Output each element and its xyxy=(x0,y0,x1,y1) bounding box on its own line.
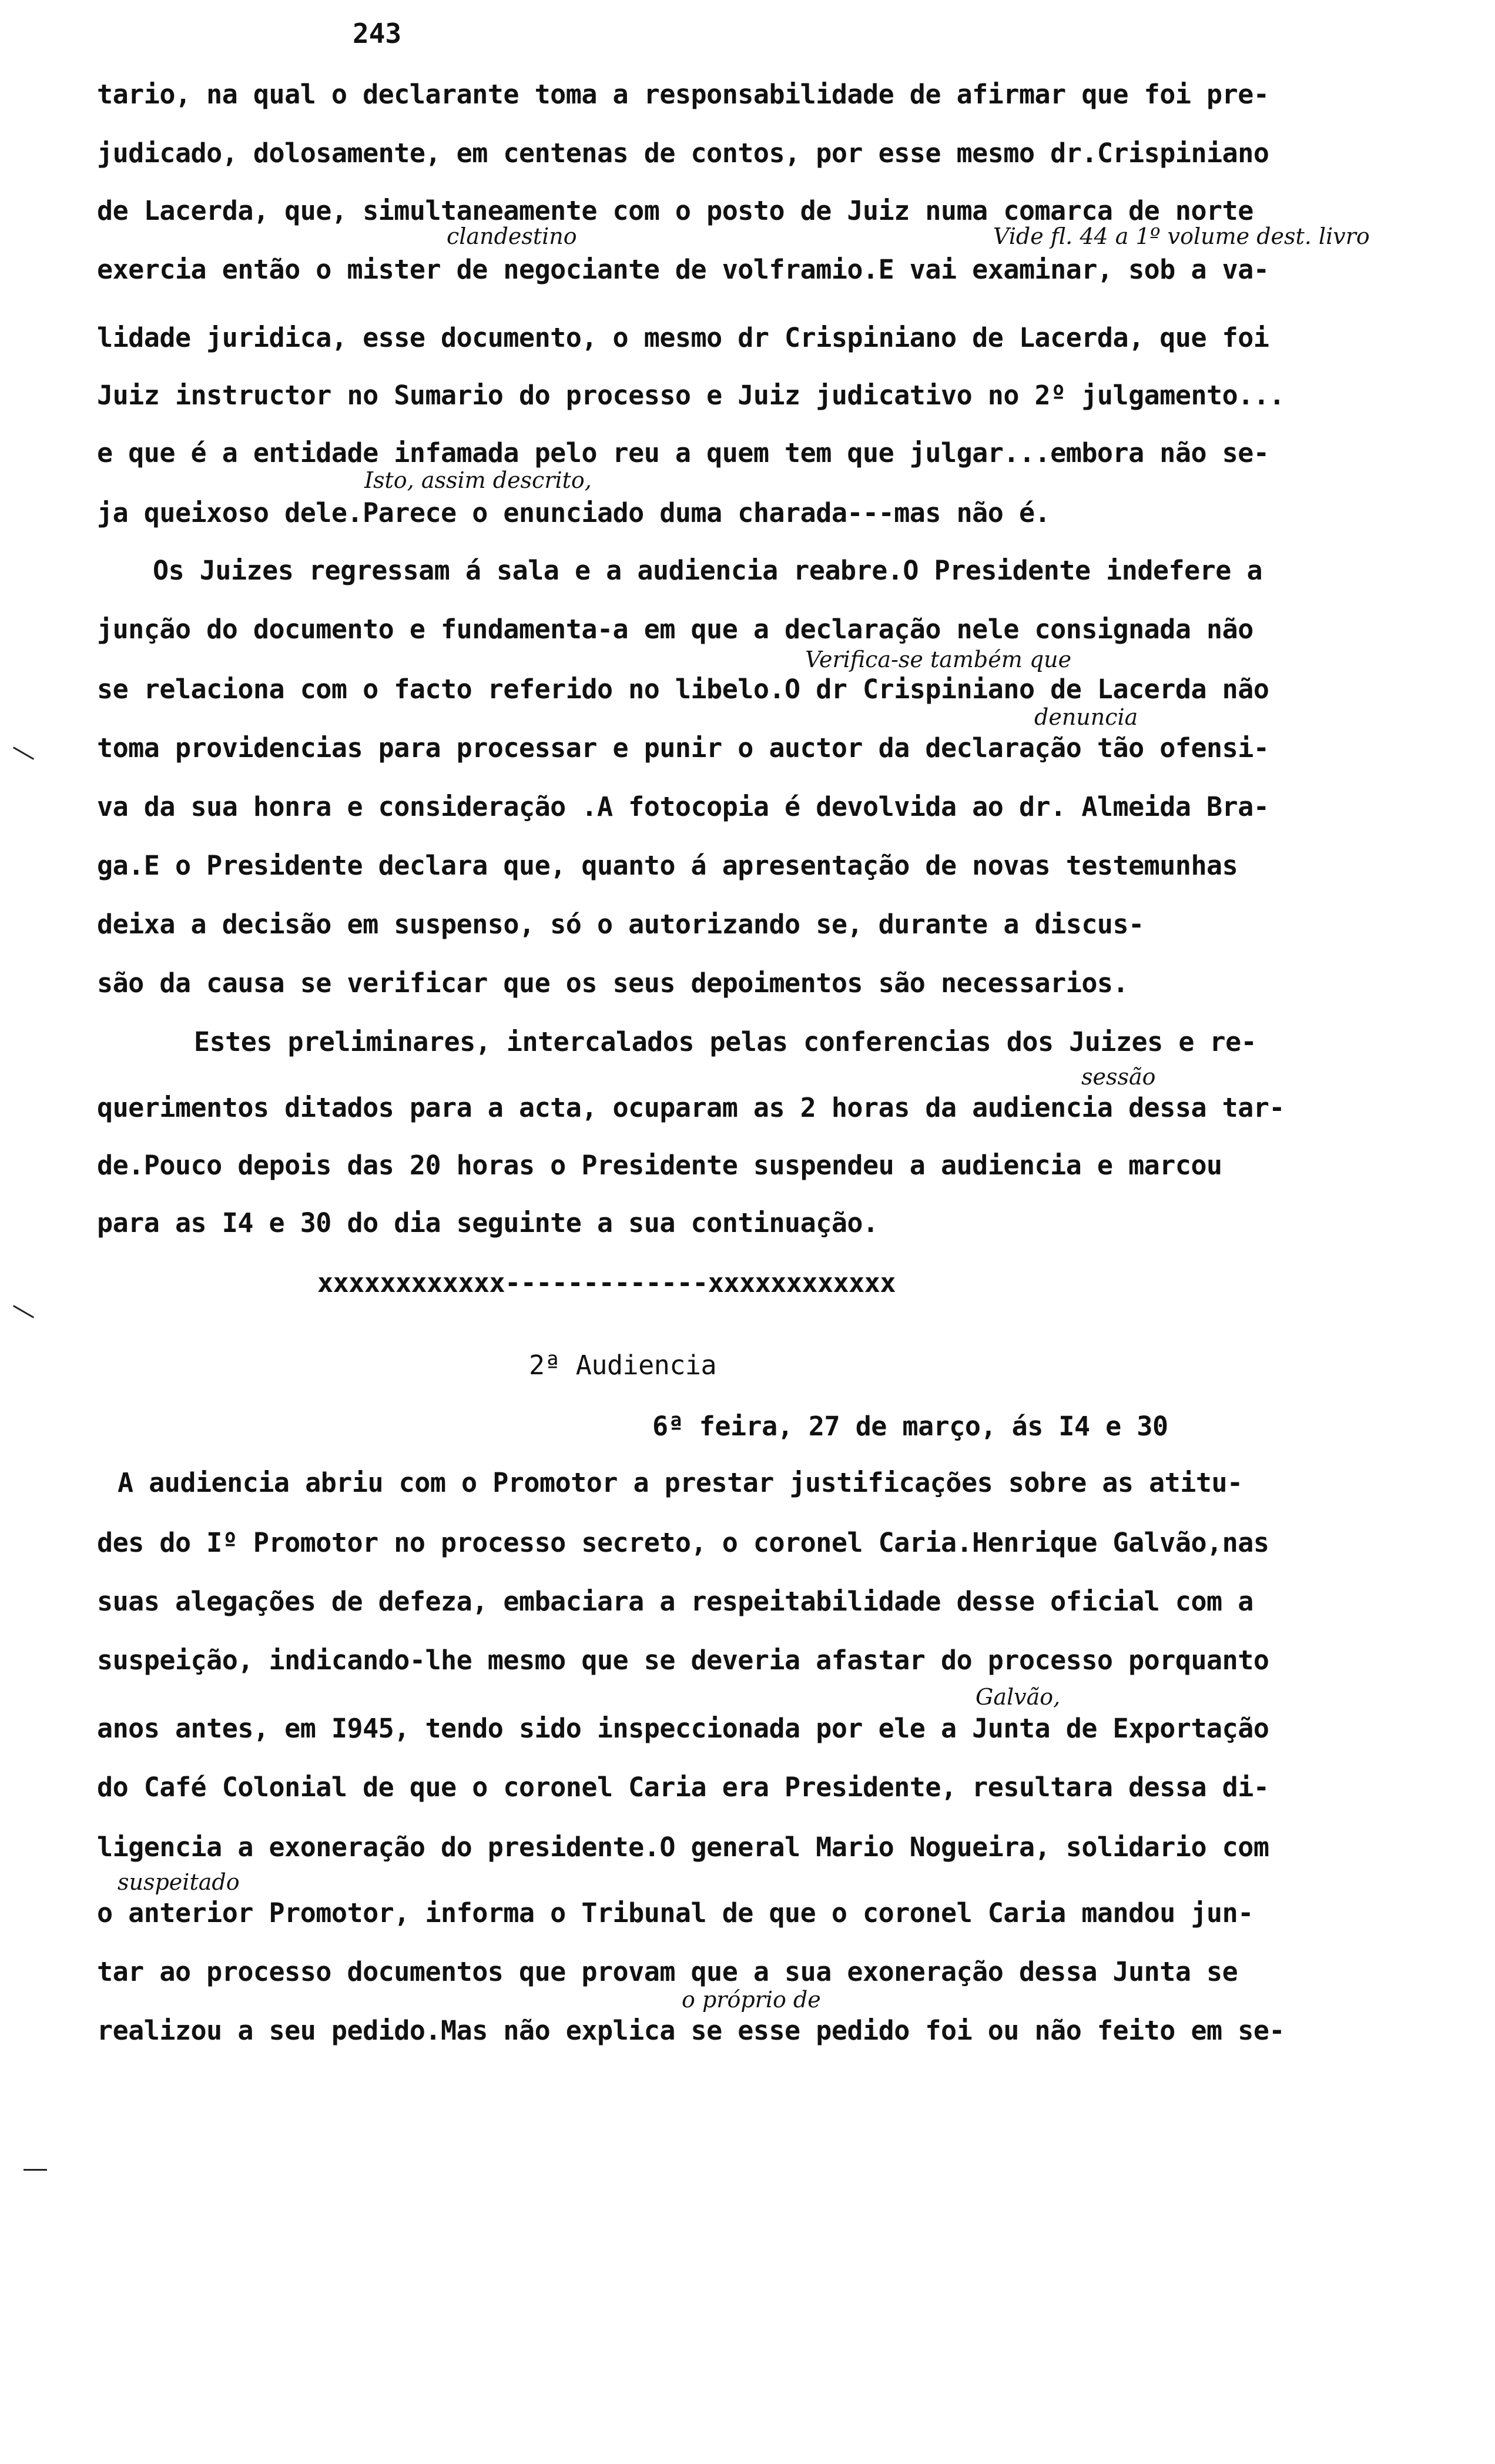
text-line: lidade juridica, esse documento, o mesmo dr Crispiniano de Lacerda, que foi xyxy=(97,322,1269,353)
page-number: 243 xyxy=(353,18,402,49)
text-line: tario, na qual o declarante toma a responsabilidade de afirmar que foi pre- xyxy=(97,79,1269,110)
handwritten-note: denuncia xyxy=(1034,704,1138,730)
text-line: anos antes, em I945, tendo sido inspeccionada por ele a Junta de Exportação xyxy=(97,1713,1269,1744)
handwritten-note: Galvão, xyxy=(976,1684,1061,1710)
text-line: ja queixoso dele.Parece o enunciado duma charada---mas não é. xyxy=(97,497,1051,528)
text-line: ligencia a exoneração do presidente.O general Mario Nogueira, solidario com xyxy=(97,1832,1269,1863)
text-line: o anterior Promotor, informa o Tribunal de que o coronel Caria mandou jun- xyxy=(97,1897,1253,1929)
text-line: suspeição, indicando-lhe mesmo que se deveria afastar do processo porquanto xyxy=(97,1645,1269,1676)
separator-line: xxxxxxxxxxxx-------------xxxxxxxxxxxx xyxy=(317,1267,896,1298)
text-line: do Café Colonial de que o coronel Caria era Presidente, resultara dessa di- xyxy=(97,1772,1269,1803)
text-line: judicado, dolosamente, em centenas de contos, por esse mesmo dr.Crispiniano xyxy=(97,138,1269,169)
margin-mark xyxy=(13,1305,34,1318)
text-line: junção do documento e fundamenta-a em que a declaração nele consignada não xyxy=(97,614,1253,645)
text-line: Estes preliminares, intercalados pelas conferencias dos Juizes e re- xyxy=(194,1026,1257,1057)
text-line: são da causa se verificar que os seus depoimentos são necessarios. xyxy=(97,967,1129,999)
margin-mark xyxy=(24,2169,47,2171)
text-line: suas alegações de defeza, embaciara a respeitabilidade desse oficial com a xyxy=(97,1586,1253,1617)
text-line: des do Iº Promotor no processo secreto, o coronel Caria.Henrique Galvão,nas xyxy=(97,1527,1269,1558)
text-line: realizou a seu pedido.Mas não explica se esse pedido foi ou não feito em se- xyxy=(97,2015,1285,2046)
text-line: para as I4 e 30 do dia seguinte a sua continuação. xyxy=(97,1207,879,1238)
text-line: de.Pouco depois das 20 horas o Presidente suspendeu a audiencia e marcou xyxy=(97,1150,1222,1181)
text-line: Juiz instructor no Sumario do processo e Juiz judicativo no 2º julgamento... xyxy=(97,380,1285,411)
handwritten-note: sessão xyxy=(1081,1064,1156,1090)
handwritten-note: suspeitado xyxy=(118,1869,240,1895)
margin-mark xyxy=(13,746,34,760)
handwritten-note: Isto, assim descrito, xyxy=(364,467,592,493)
section-heading: 2ª Audiencia xyxy=(529,1350,717,1381)
text-line: se relaciona com o facto referido no libelo.O dr Crispiniano de Lacerda não xyxy=(97,674,1269,705)
text-line: querimentos ditados para a acta, ocuparam as 2 horas da audiencia dessa tar- xyxy=(97,1092,1285,1123)
text-line: exercia então o mister de negociante de volframio.E vai examinar, sob a va- xyxy=(97,254,1269,285)
handwritten-note: Verifica-se também que xyxy=(805,647,1072,672)
text-line: va da sua honra e consideração .A fotocopia é devolvida ao dr. Almeida Bra- xyxy=(97,791,1269,822)
text-line: de Lacerda, que, simultaneamente com o posto de Juiz numa comarca de norte xyxy=(97,195,1253,226)
text-line: A audiencia abriu com o Promotor a prestar justificações sobre as atitu- xyxy=(118,1467,1243,1498)
text-line: deixa a decisão em suspenso, só o autorizando se, durante a discus- xyxy=(97,909,1144,940)
text-line: e que é a entidade infamada pelo reu a quem tem que julgar...embora não se- xyxy=(97,437,1269,468)
handwritten-note: Vide fl. 44 a 1º volume dest. livro xyxy=(993,223,1370,249)
date-line: 6ª feira, 27 de março, ás I4 e 30 xyxy=(652,1411,1168,1442)
text-line: tar ao processo documentos que provam que a sua exoneração dessa Junta se xyxy=(97,1956,1238,1987)
text-line: ga.E o Presidente declara que, quanto á apresentação de novas testemunhas xyxy=(97,850,1238,881)
text-line: toma providencias para processar e punir o auctor da declaração tão ofensi- xyxy=(97,732,1269,764)
handwritten-note: clandestino xyxy=(447,223,577,249)
handwritten-note: o próprio de xyxy=(682,1987,821,2013)
text-line: Os Juizes regressam á sala e a audiencia reabre.O Presidente indefere a xyxy=(153,555,1263,586)
